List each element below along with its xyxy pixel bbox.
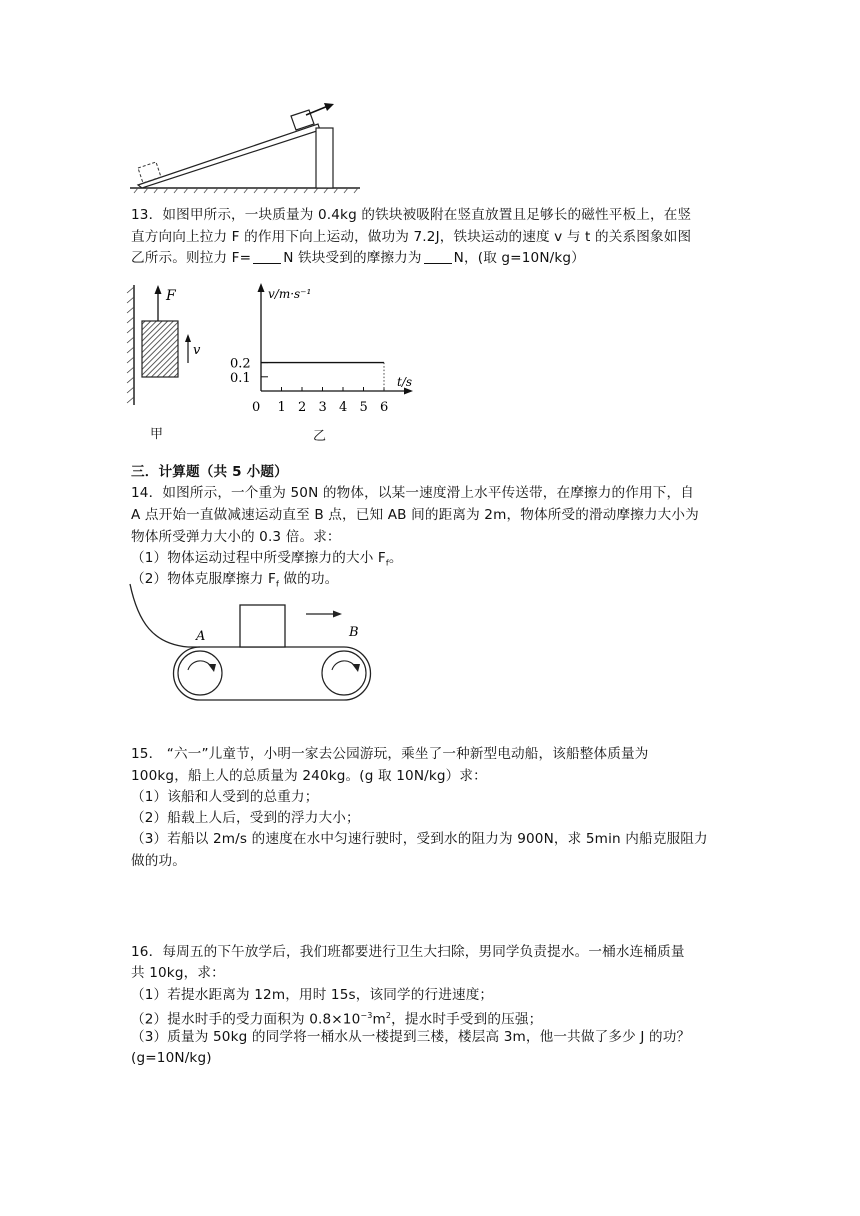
q13-line-3-c: N，(取 g=10N/kg） [453,250,585,266]
x-tick-label: 1 [277,400,286,415]
q16-unit-exponent: 2 [385,1011,392,1020]
q16-part-2-end: ，提水时手受到的压强； [391,1011,543,1028]
x-tick-label: 0 [252,400,261,415]
q15-line-1: 15． “六一”儿童节，小明一家去公园游玩，乘坐了一种新型电动船，该船整体质量为 [131,746,649,762]
q14-part-2-end: 做的功。 [278,571,339,587]
x-tick-label: 5 [359,400,368,415]
q16-part-2-text: （2）提水时手的受力面积为 0.8×10 [131,1011,361,1028]
q16-part-3: （3）质量为 50kg 的同学将一桶水从一楼提到三楼，楼层高 3m，他一共做了多少 J 的功？ [131,1029,691,1045]
q15-part-3: （3）若船以 2m/s 的速度在水中匀速行驶时，受到水的阻力为 900N，求 5min 内船克服阻力 [131,831,708,847]
velocity-label: v [193,343,201,358]
force-label: F [166,288,176,304]
q16-part-3-cont: (g=10N/kg) [131,1050,212,1066]
incline-figure [128,100,368,195]
figure-yi-vt-chart [228,278,418,418]
q13-line-3-a: 乙所示。则拉力 F= [131,250,252,266]
q14-part-2-subscript: f [275,579,279,589]
section-3-heading: 三．计算题（共 5 小题） [131,464,288,480]
q15-part-1: （1）该船和人受到的总重力； [131,789,319,805]
figure-yi-caption: 乙 [313,429,327,444]
q15-part-3-cont: 做的功。 [131,853,186,869]
y-tick-label: 0.2 [230,356,251,372]
point-a-label: A [196,629,206,644]
answer-blank-force [253,249,281,264]
q15-line-2: 100kg，船上人的总质量为 240kg。(g 取 10N/kg）求： [131,768,487,784]
q14-line-1: 14．如图所示，一个重为 50N 的物体，以某一速度滑上水平传送带，在摩擦力的作用下，自 [131,485,694,501]
y-axis-label: v/m·s⁻¹ [268,287,312,301]
answer-blank-friction [424,249,452,264]
y-tick-label: 0.1 [230,370,251,386]
q14-part-2-text: （2）物体克服摩擦力 F [131,571,276,587]
figure-jia-wall-block [126,283,206,413]
q13-line-3-b: N 铁块受到的摩擦力为 [283,250,422,266]
q16-exponent: −3 [360,1011,373,1020]
q13-line-2: 直方向向上拉力 F 的作用下向上运动，做功为 7.2J，铁块运动的速度 v 与 t 的关系图象如图 [131,229,692,245]
q14-line-2: A 点开始一直做减速运动直至 B 点，已知 AB 间的距离为 2m，物体所受的滑动摩擦力大小为 [131,507,699,523]
q16-part-2 [131,1006,542,1030]
q14-line-3: 物体所受弹力大小的 0.3 倍。求： [131,529,341,545]
q15-part-2: （2）船载上人后，受到的浮力大小； [131,810,360,826]
x-tick-label: 2 [298,400,307,415]
x-tick-label: 4 [339,400,348,415]
figure-jia-caption: 甲 [150,427,164,442]
x-axis-label: t/s [397,375,413,389]
q14-part-1-end: 。 [388,550,403,566]
q13-line-1: 13．如图甲所示，一块质量为 0.4kg 的铁块被吸附在竖直放置且足够长的磁性平板上，在竖 [131,207,692,223]
x-tick-label: 3 [318,400,327,415]
q16-unit: m [372,1011,386,1028]
q16-line-1: 16．每周五的下午放学后，我们班都要进行卫生大扫除，男同学负责提水。一桶水连桶质量 [131,944,685,960]
x-tick-label: 6 [380,400,389,415]
q16-line-2: 共 10kg，求： [131,965,225,981]
q16-part-1: （1）若提水距离为 12m，用时 15s，该同学的行进速度； [131,987,494,1003]
q14-part-1-subscript: f [385,558,389,568]
point-b-label: B [349,625,359,640]
q13-line-3 [131,248,585,268]
q14-part-1-text: （1）物体运动过程中所受摩擦力的大小 F [131,550,386,566]
